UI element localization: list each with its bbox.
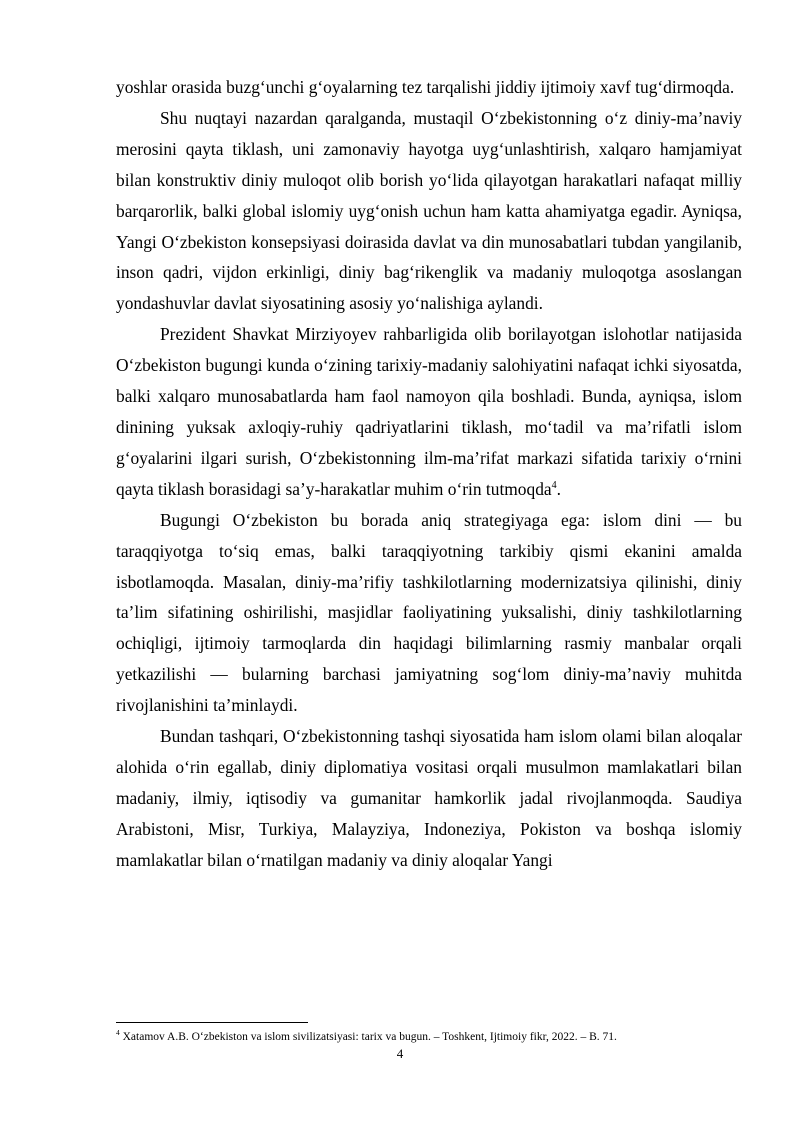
- paragraph-5: Bundan tashqari, O‘zbekistonning tashqi siyosatida ham islom olami bilan aloqalar alohida o‘rin egallab, diniy diplomatiya vositasi orqali musulmon mamlakatlari bilan madaniy, ilmiy, iqtisodiy va gumanitar hamkorlik jadal rivojlanmoqda. Saudiya Arabistoni, Misr, Turkiya, Malayziya, Indoneziya, Pokiston va boshqa islomiy mamlakatlar bilan o‘rnatilgan madaniy va diniy aloqalar Yangi: [116, 726, 742, 870]
- paragraph-3-trailing: .: [556, 478, 561, 499]
- page-number: 4: [396, 1046, 404, 1061]
- footnote-reference[interactable]: 4: [551, 479, 557, 491]
- paragraph-1: yoshlar orasida buzg‘unchi g‘oyalarning tez tarqalishi jiddiy ijtimoiy xavf tug‘dirmoqda.: [116, 77, 735, 97]
- paragraph-3-text: Prezident Shavkat Mirziyoyev rahbarligida olib borilayotgan islohotlar natijasida O‘zbekiston bugungi kunda o‘zining tarixiy-madaniy salohiyatini nafaqat ichki siyosatda, balki xalqaro munosabatlarda ham faol namoyon qila boshladi. Bunda, ayniqsa, islom dinining yuksak axloqiy-ruhiy qadriyatlarini tiklash, mo‘tadil va ma’rifatli islom g‘oyalarini ilgari surish, O‘zbekistonning ilm-ma’rifat markazi sifatida tarixiy o‘rnini qayta tiklash borasidagi sa’y-harakatlar muhim o‘rin tutmoqda: [116, 324, 742, 499]
- footnote: [116, 1030, 742, 1045]
- footnote-separator: [116, 1022, 308, 1023]
- footnote-marker: 4: [116, 1028, 120, 1038]
- paragraph-4: Bugungi O‘zbekiston bu borada aniq strategiyaga ega: islom dini — bu taraqqiyotga to‘siq emas, balki taraqqiyotning tarkibiy qismi ekanini amalda isbotlamoqda. Masalan, diniy-ma’rifiy tashkilotlarning modernizatsiya qilinishi, diniy ta’lim sifatining oshirilishi, masjidlar faoliyatining yuksalishi, diniy tashkilotlarning ochiqligi, ijtimoiy tarmoqlarda din haqidagi bilimlarning rasmiy manbalar orqali yetkazilishi — bularning barchasi jamiyatning sog‘lom diniy-ma’naviy muhitda rivojlanishini ta’minlaydi.: [116, 509, 742, 716]
- paragraph-2: Shu nuqtayi nazardan qaralganda, mustaqil O‘zbekistonning o‘z diniy-ma’naviy merosini qayta tiklash, uni zamonaviy hayotga uyg‘unlashtirish, xalqaro hamjamiyat bilan konstruktiv diniy muloqot olib borish yo‘lida qilayotgan harakatlari nafaqat milliy barqarorlik, balki global islomiy uyg‘onish uchun ham katta ahamiyatga egadir. Ayniqsa, Yangi O‘zbekiston konsepsiyasi doirasida davlat va din munosabatlari tubdan yangilanib, inson qadri, vijdon erkinligi, diniy bag‘rikenglik va madaniy muloqotga asoslangan yondashuvlar davlat siyosatining asosiy yo‘nalishiga aylandi.: [116, 107, 742, 314]
- footnote-text: Xatamov A.B. O‘zbekiston va islom sivilizatsiyasi: tarix va bugun. – Toshkent, Ijtimoiy fikr, 2022. – B. 71.: [119, 1031, 617, 1043]
- page-body: [116, 72, 742, 876]
- paragraph-3: [116, 319, 742, 504]
